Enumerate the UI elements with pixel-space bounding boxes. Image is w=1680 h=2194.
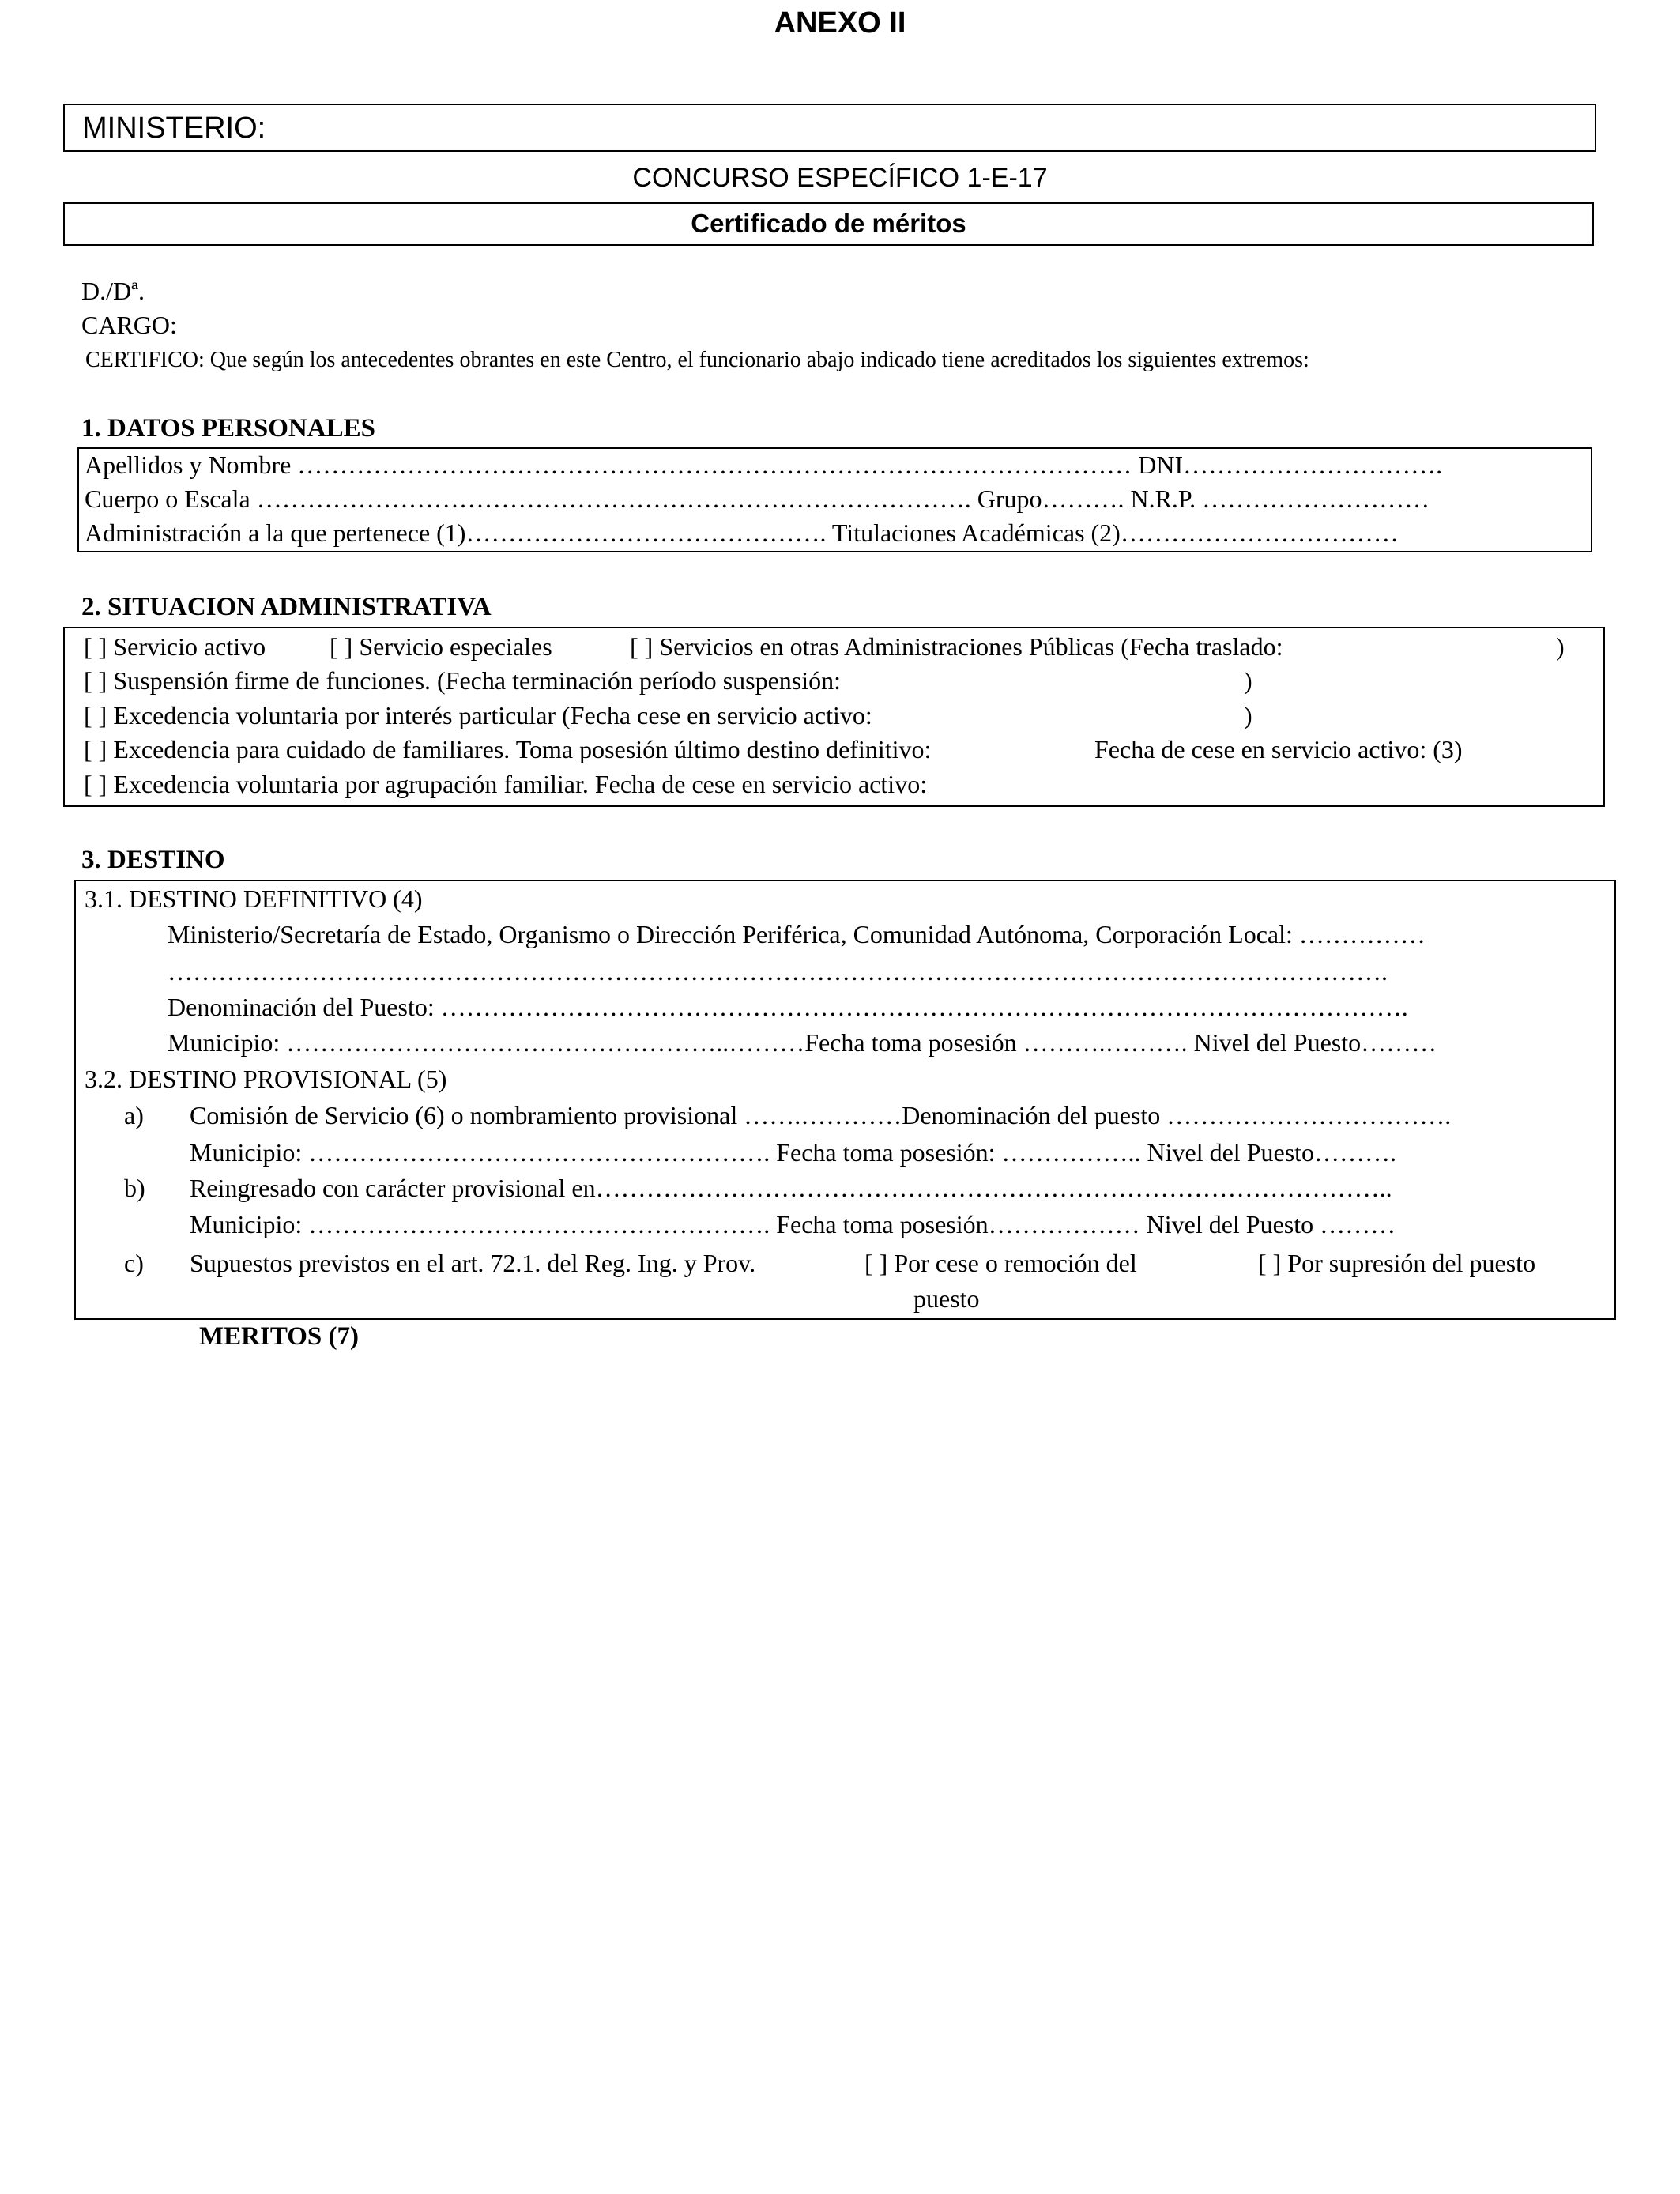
dd-label: D./Dª. (81, 277, 145, 305)
cuerpo-line: Cuerpo o Escala …………………………………………………………………………. Grupo………. N.R.P. ……………………… (85, 484, 1430, 513)
comision-servicio-line: Comisión de Servicio (6) o nombramiento provisional …….…………Denominación del puesto ……………………………. (190, 1101, 1452, 1129)
item-a-letter: a) (124, 1101, 144, 1129)
section1-heading: 1. DATOS PERSONALES (81, 414, 375, 443)
destino-box (74, 880, 1616, 1320)
administracion-line: Administración a la que pertenece (1)……………………………………. Titulaciones Académicas (2)…………………………… (85, 518, 1399, 547)
page-title: ANEXO II (774, 6, 906, 40)
reingresado-line: Reingresado con carácter provisional en………………………………………………………………………………….. (190, 1174, 1392, 1202)
datos-personales-box (77, 447, 1592, 552)
ministerio-label: MINISTERIO: (82, 111, 266, 145)
cese-remocion-continuation: puesto (913, 1284, 980, 1313)
certifico-text: CERTIFICO: Que según los antecedentes obrantes en este Centro, el funcionario abajo indicado tiene acreditados los siguientes extremos: (85, 348, 1309, 372)
ministerio-organismo-line: Ministerio/Secretaría de Estado, Organismo o Dirección Periférica, Comunidad Autónoma, Corporación Local: …………… (168, 920, 1426, 948)
municipio-a-line: Municipio: ………………………………………………. Fecha toma posesión: …………….. Nivel del Puesto………. (190, 1138, 1397, 1167)
denominacion-puesto-line: Denominación del Puesto: ……………………………………………………………………………………………………. (168, 993, 1408, 1021)
cargo-label: CARGO: (81, 311, 177, 339)
meritos-heading: MERITOS (7) (199, 1322, 359, 1351)
servicio-especiales-option: [ ] Servicio especiales (330, 632, 552, 661)
concurso-title: CONCURSO ESPECÍFICO 1-E-17 (632, 163, 1048, 193)
supuestos-line: Supuestos previstos en el art. 72.1. del Reg. Ing. y Prov. (190, 1249, 756, 1277)
suspension-option: [ ] Suspensión firme de funciones. (Fecha terminación período suspensión: (84, 666, 841, 695)
otras-administraciones-option: [ ] Servicios en otras Administraciones Públicas (Fecha traslado: (630, 632, 1283, 661)
destino-definitivo-heading: 3.1. DESTINO DEFINITIVO (4) (85, 884, 423, 913)
certificado-box (63, 202, 1594, 246)
row3-close-paren: ) (1244, 701, 1252, 729)
row1-close-paren: ) (1556, 632, 1565, 661)
ministerio-continuation-line: ………………………………………………………………………………………………………………………………. (168, 957, 1388, 986)
fecha-cese-label: Fecha de cese en servicio activo: (3) (1094, 735, 1463, 763)
excedencia-agrupacion-option: [ ] Excedencia voluntaria por agrupación familiar. Fecha de cese en servicio activo: (84, 770, 928, 798)
supresion-option: [ ] Por supresión del puesto (1258, 1249, 1536, 1277)
destino-provisional-heading: 3.2. DESTINO PROVISIONAL (5) (85, 1065, 447, 1093)
ministerio-box (63, 104, 1596, 152)
cese-remocion-option: [ ] Por cese o remoción del (864, 1249, 1137, 1277)
section3-heading: 3. DESTINO (81, 846, 225, 874)
excedencia-familiares-option: [ ] Excedencia para cuidado de familiares. Toma posesión último destino definitivo: (84, 735, 932, 763)
situacion-box (63, 627, 1605, 807)
certificado-title: Certificado de méritos (691, 209, 966, 238)
municipio-definitivo-line: Municipio: ……………………………………………..………Fecha toma posesión ……….………. Nivel del Puesto……… (168, 1028, 1437, 1057)
item-c-letter: c) (124, 1249, 144, 1277)
municipio-b-line: Municipio: ………………………………………………. Fecha toma posesión……………… Nivel del Puesto ……… (190, 1210, 1396, 1238)
item-b-letter: b) (124, 1174, 145, 1202)
servicio-activo-option: [ ] Servicio activo (84, 632, 266, 661)
apellidos-line: Apellidos y Nombre ……………………………………………………………………………………… DNI…………………………. (85, 450, 1443, 479)
row2-close-paren: ) (1244, 666, 1252, 695)
excedencia-interes-option: [ ] Excedencia voluntaria por interés particular (Fecha cese en servicio activo: (84, 701, 872, 729)
section2-heading: 2. SITUACION ADMINISTRATIVA (81, 593, 492, 621)
